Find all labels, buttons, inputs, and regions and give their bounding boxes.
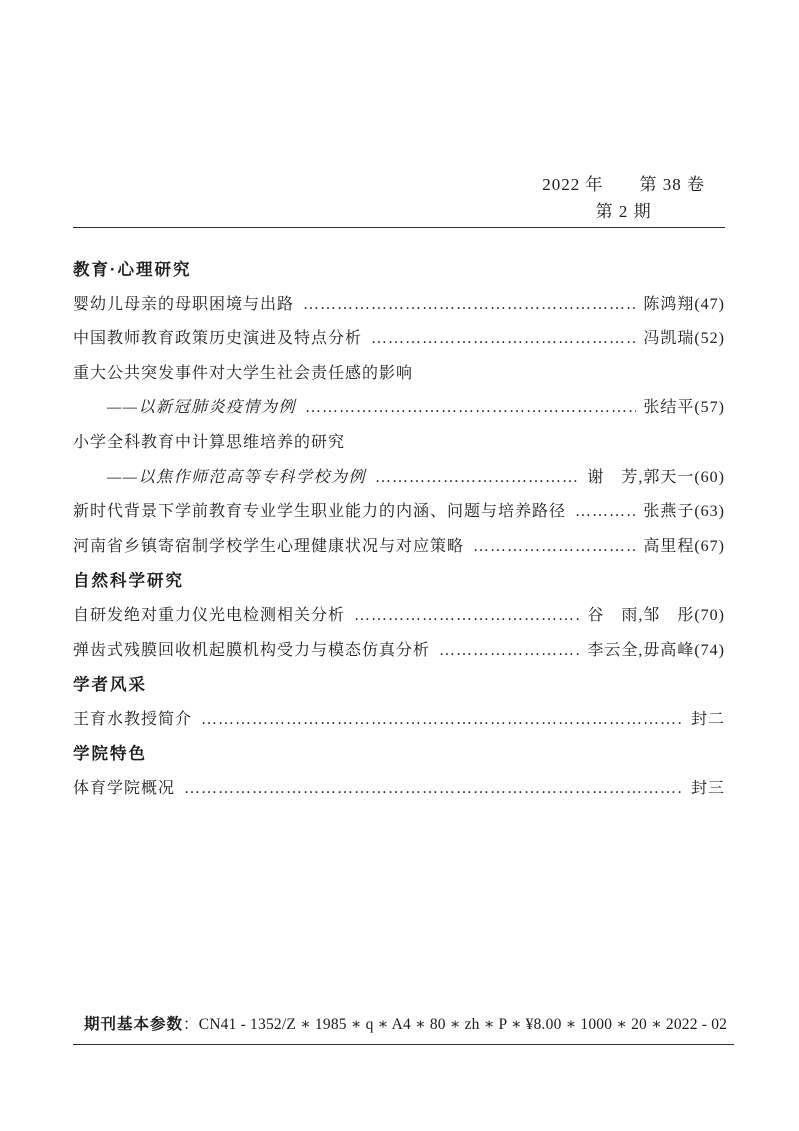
entry-title: 体育学院概况 bbox=[73, 779, 176, 797]
entry-author-page: 封二 bbox=[690, 710, 725, 728]
toc-row bbox=[73, 288, 725, 323]
section-title: 学院特色 bbox=[73, 745, 147, 764]
entry-title: 中国教师教育政策历史演进及特点分析 bbox=[73, 330, 363, 348]
toc-row bbox=[73, 634, 725, 669]
entry-title: 新时代背景下学前教育专业学生职业能力的内涵、问题与培养路径 bbox=[73, 503, 567, 521]
dot-leader bbox=[303, 288, 636, 323]
toc-list bbox=[73, 253, 725, 807]
toc-row bbox=[73, 461, 725, 496]
entry-title: 婴幼儿母亲的母职困境与出路 bbox=[73, 295, 295, 313]
toc-row bbox=[73, 391, 725, 426]
toc-row bbox=[73, 322, 725, 357]
dot-leader bbox=[473, 530, 636, 565]
entry-title: 重大公共突发事件对大学生社会责任感的影响 bbox=[73, 364, 414, 382]
entry-author-page: 谢 芳,郭天一(60) bbox=[587, 468, 725, 486]
section-title: 教育·心理研究 bbox=[73, 261, 192, 279]
entry-author-page: 张结平(57) bbox=[643, 399, 725, 417]
toc-section-row bbox=[73, 668, 725, 703]
entry-author-page: 张燕子(63) bbox=[643, 503, 725, 521]
dot-leader bbox=[575, 495, 636, 530]
dot-leader bbox=[305, 391, 636, 426]
imprint-separator: ： bbox=[183, 1016, 199, 1033]
dot-leader bbox=[375, 461, 580, 496]
entry-title: 河南省乡镇寄宿制学校学生心理健康状况与对应策略 bbox=[73, 537, 465, 555]
masthead-issue: 第 2 期 bbox=[595, 202, 652, 221]
masthead bbox=[542, 171, 705, 225]
dot-leader bbox=[371, 322, 636, 357]
toc-section-row bbox=[73, 737, 725, 772]
section-title: 学者风采 bbox=[73, 676, 147, 695]
entry-author-page: 冯凯瑞(52) bbox=[643, 330, 725, 348]
masthead-year-volume: 2022 年 第 38 卷 bbox=[542, 175, 705, 194]
toc-row bbox=[73, 772, 725, 807]
toc-section-row bbox=[73, 564, 725, 599]
toc-row bbox=[73, 703, 725, 738]
entry-author-page: 谷 雨,邹 彤(70) bbox=[587, 606, 725, 624]
entry-title: 弹齿式残膜回收机起膜机构受力与模态仿真分析 bbox=[73, 641, 431, 659]
section-title: 自然科学研究 bbox=[73, 572, 184, 591]
entry-author-page: 封三 bbox=[690, 779, 725, 797]
entry-author-page: 陈鸿翔(47) bbox=[643, 295, 725, 313]
entry-author-page: 高里程(67) bbox=[643, 537, 725, 555]
toc-row bbox=[73, 426, 725, 461]
entry-title: 自研发绝对重力仪光电检测相关分析 bbox=[73, 606, 346, 624]
entry-title: 王育水教授简介 bbox=[73, 710, 193, 728]
entry-title: 小学全科教育中计算思维培养的研究 bbox=[73, 433, 346, 451]
imprint-value: CN41 - 1352/Z ∗ 1985 ∗ q ∗ A4 ∗ 80 ∗ zh ∗ P ∗ ¥8.00 ∗ 1000 ∗ 20 ∗ 2022 - 02 bbox=[198, 1016, 728, 1033]
dot-leader bbox=[354, 599, 580, 634]
header-rule bbox=[73, 227, 725, 228]
entry-subtitle: ——以焦作师范高等专科学校为例 bbox=[107, 468, 366, 486]
toc-row bbox=[73, 357, 725, 392]
toc-row bbox=[73, 495, 725, 530]
imprint bbox=[73, 1014, 734, 1045]
dot-leader bbox=[201, 703, 684, 738]
dot-leader bbox=[184, 772, 684, 807]
toc-section-row bbox=[73, 253, 725, 288]
imprint-label: 期刊基本参数 bbox=[84, 1016, 184, 1033]
toc-row bbox=[73, 530, 725, 565]
entry-subtitle: ——以新冠肺炎疫情为例 bbox=[107, 399, 296, 417]
toc-row bbox=[73, 599, 725, 634]
dot-leader bbox=[439, 634, 580, 669]
entry-author-page: 李云全,毋高峰(74) bbox=[587, 641, 725, 659]
